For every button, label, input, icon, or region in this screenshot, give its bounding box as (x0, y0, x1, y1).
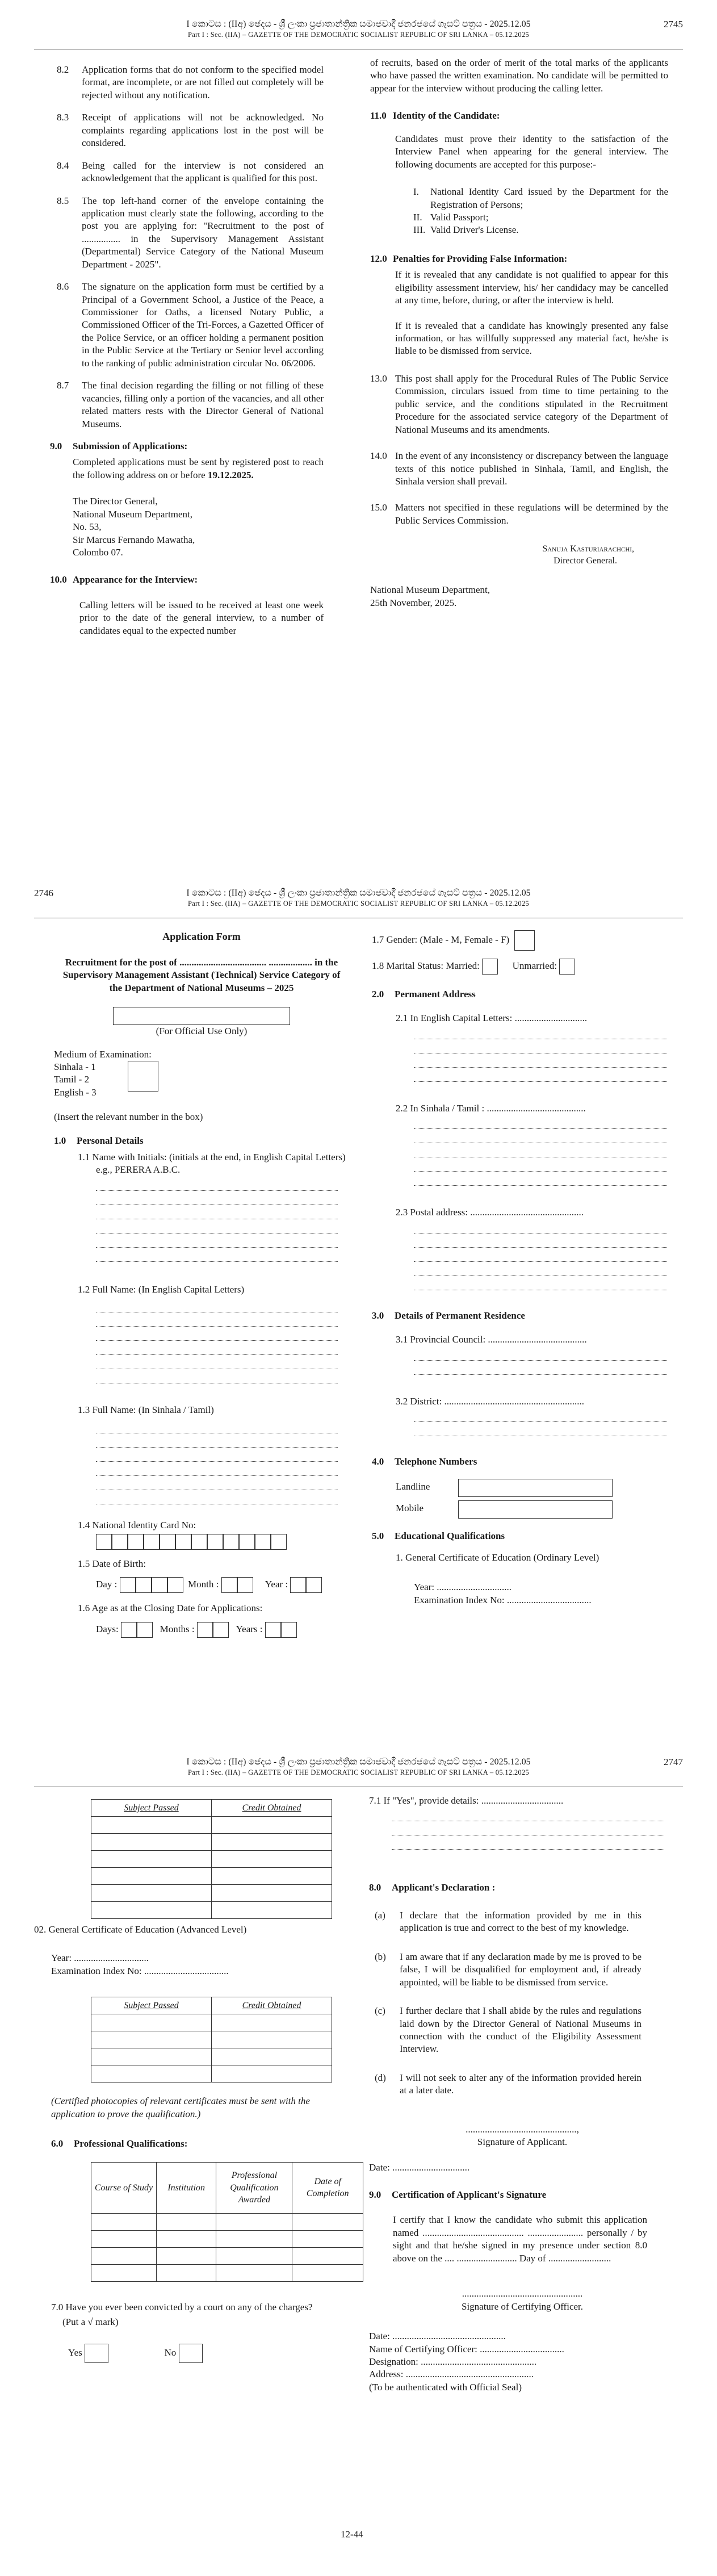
section-10-text: Calling letters will be issued to be received at least one week prior to the date of the general interview, to a number of candidates equal to the expected number (79, 599, 324, 636)
applicant-signature-line[interactable]: .............................................., (466, 2123, 579, 2135)
applicant-signature-label: Signature of Applicant. (477, 2136, 568, 2148)
section-3-heading: 3.0 Details of Permanent Residence (372, 1310, 525, 1321)
gazette-page-2745 (0, 0, 717, 852)
q-3-2: 3.2 District: .......................................................... (396, 1395, 584, 1407)
section-9-heading: 9.0 Certification of Applicant's Signature (369, 2189, 547, 2200)
header-english: Part I : Sec. (IIA) – GAZETTE OF THE DEMOCRATIC SOCIALIST REPUBLIC OF SRI LANKA – 05.12.2025 (187, 900, 530, 908)
section-10-continued: of recruits, based on the order of merit of the total marks of the applicants who have passed the written examination. No candidate will be permitted to appear for the interview without producing the calling letter. (370, 57, 668, 94)
insert-note: (Insert the relevant number in the box) (54, 1111, 203, 1122)
district-lines[interactable] (414, 1408, 678, 1436)
page-header (34, 17, 683, 49)
official-use-label: (For Official Use Only) (156, 1026, 248, 1037)
declaration-d: (d) I will not seek to alter any of the information provided herein at a later date. (375, 2072, 641, 2096)
signatory-name: Sanuja Kasturiarachchi, (542, 544, 634, 554)
clause-8-2: 8.2 Application forms that do not conform to the specified model format, are incomplete, or are not filled out completely will be rejected without any notification. (57, 64, 324, 101)
q-2-2: 2.2 In Sinhala / Tamil : ......................................... (396, 1102, 586, 1114)
form-left-column (54, 930, 349, 1638)
header-sinhala: I කොටස : (IIඅ) ඡෙදය - ශ්‍රී ලංකා ප්‍රජාතාන්ත්‍රික සමාජවාදී ජනරජයේ ගැසට් පත්‍රය - 2025.12.05 (186, 1757, 531, 1767)
unmarried-box[interactable] (559, 959, 575, 975)
clause-14: 14.0 In the event of any inconsistency or discrepancy between the language texts of this notice published in Sinhala, Tamil, and English, the Sinhala version shall prevail. (370, 450, 668, 487)
officer-address[interactable]: Address: ..................................................... (369, 2369, 534, 2380)
right-column (370, 57, 668, 609)
header-sinhala: I කොටස : (IIඅ) ඡෙදය - ශ්‍රී ලංකා ප්‍රජාතාන්ත්‍රික සමාජවාදී ජනරජයේ ගැසට් පත්‍රය - 2025.12.05 (186, 19, 531, 29)
clause-8-5: 8.5 The top left-hand corner of the envelope containing the application must clearly state the following, according to the post you are applying for: "Recruitment to the post of ................ in the Supervisory Management Assistant (Departmental) Service Category of the National Museum Department - 2025". (57, 195, 324, 270)
section-6-heading: 6.0 Professional Qualifications: (51, 2138, 188, 2150)
form-left-column (34, 1799, 349, 2363)
page-header (34, 1755, 683, 1787)
landline-row: Landline (396, 1479, 678, 1497)
q-5-1: 1. General Certificate of Education (Ordinary Level) (396, 1552, 599, 1563)
signatory-title: Director General. (554, 556, 617, 566)
certificate-note: (Certified photocopies of relevant certificates must be sent with the application to prove the qualification.) (51, 2096, 310, 2119)
address-sinhala-lines[interactable] (414, 1115, 678, 1186)
recruitment-title: Recruitment for the post of .................................... .................. in the Supervisory Management Assistant (Technical) Service Category of the Department of National Museums – 2025 (62, 956, 341, 993)
identity-documents-list (413, 186, 668, 237)
official-seal-note: (To be authenticated with Official Seal) (369, 2381, 522, 2393)
section-12-para-1: If it is revealed that any candidate is not qualified to appear for this eligibility assessment interview, his/ her candidacy may be cancelled at any time, before, during, or after the interview is held. (395, 269, 668, 306)
officer-signature-label: Signature of Certifying Officer. (461, 2301, 584, 2312)
clause-8-4: 8.4 Being called for the interview is not considered an acknowledgement that the applicant is qualified for this post. (57, 160, 324, 184)
section-5-heading: 5.0 Educational Qualifications (372, 1530, 505, 1541)
q-1-6: 1.6 Age as at the Closing Date for Applications: (78, 1603, 263, 1614)
nic-boxes[interactable] (96, 1534, 349, 1550)
al-title: 02. General Certificate of Education (Advanced Level) (34, 1924, 247, 1935)
clause-15: 15.0 Matters not specified in these regulations will be determined by the Public Services Commission. (370, 502, 668, 526)
q-1-2: 1.2 Full Name: (In English Capital Letters) (78, 1283, 245, 1295)
full-name-sinhala-lines[interactable] (96, 1419, 349, 1504)
al-results-table[interactable]: Subject Passed Credit Obtained (91, 1997, 332, 2082)
medium-options: Sinhala - 1 Tamil - 2 English - 3 (54, 1061, 349, 1104)
section-2-heading: 2.0 Permanent Address (372, 989, 476, 1000)
medium-label: Medium of Examination: (54, 1048, 152, 1060)
ol-index: Examination Index No: ................................... (414, 1594, 592, 1605)
signatory-block (370, 543, 668, 567)
provincial-council-lines[interactable] (414, 1346, 678, 1375)
document-item: III. Valid Driver's License. (413, 224, 519, 236)
conviction-details-lines[interactable] (392, 1807, 676, 1850)
age-fields[interactable]: Days: Months : Years : (96, 1622, 349, 1638)
q-1-5: 1.5 Date of Birth: (78, 1558, 146, 1569)
official-use-box (54, 1007, 349, 1025)
ol-year: Year: ............................... (414, 1582, 512, 1593)
form-title: Application Form (162, 931, 241, 942)
document-item: II. Valid Passport; (413, 211, 489, 223)
footer-code: 12-44 (341, 2529, 363, 2540)
yes-box[interactable] (85, 2344, 108, 2363)
officer-designation[interactable]: Designation: ................................................ (369, 2356, 537, 2367)
mobile-row: Mobile (396, 1500, 678, 1519)
name-initials-lines[interactable] (96, 1177, 349, 1262)
issue-place-date: National Museum Department, 25th November, 2025. (370, 584, 490, 608)
married-box[interactable] (482, 959, 498, 975)
declaration-c: (c) I further declare that I shall abide by the rules and regulations laid down by the Director General of National Museums in connection with the conduct of the Eligibility Assessment Interview. (375, 2005, 641, 2055)
header-english: Part I : Sec. (IIA) – GAZETTE OF THE DEMOCRATIC SOCIALIST REPUBLIC OF SRI LANKA – 05.12.2025 (187, 1768, 530, 1777)
clause-8-7: 8.7 The final decision regarding the filling or not filling of these vacancies, filling only a portion of the vacancies, and all other related matters rests with the Director General of National Museums. (57, 380, 324, 429)
mobile-input[interactable] (458, 1500, 613, 1519)
no-box[interactable] (179, 2344, 203, 2363)
gazette-page-2746 (0, 869, 717, 1721)
gender-box[interactable] (514, 930, 535, 951)
submission-address: The Director General, National Museum Department, No. 53, Sir Marcus Fernando Mawatha, Colombo 07. (73, 496, 195, 558)
clause-8-6: 8.6 The signature on the application form must be certified by a Principal of a Government School, a Justice of the Peace, a Commissioner for Oaths, a licensed Notary Public, a Commissioned Officer of the Tri-Forces, a Gazetted Officer of the Police Service, or an officer holding a permanent position in the Public Service at the Tertiary or Senior level according to the ranking of public administration circular No. 06/2006. (57, 281, 324, 369)
section-11-text: Candidates must prove their identity to the satisfaction of the Interview Panel when appearing for the general interview. The following documents are accepted for this purpose:- (395, 133, 668, 170)
professional-qualifications-table[interactable]: Course of Study Institution Professional Qualification Awarded Date of Completion (91, 2162, 363, 2282)
al-year: Year: ............................... (51, 1952, 149, 1964)
page-number: 2746 (34, 888, 53, 898)
medium-box[interactable] (128, 1061, 158, 1092)
section-12-heading: 12.0 Penalties for Providing False Information: (370, 253, 568, 264)
q-7-1: 7.1 If "Yes", provide details: .................................. (369, 1795, 564, 1806)
clause-8-3: 8.3 Receipt of applications will not be acknowledged. No complaints regarding applications lost in the post will be considered. (57, 112, 324, 149)
ol-results-table[interactable]: Subject Passed Credit Obtained (91, 1799, 332, 1919)
certification-text: I certify that I know the candidate who submit this application named .......................................... ....................... personally / by sight and that he/she signed in my presence under section 8.0 above on the .... ......................... Day of .......................... (393, 2214, 647, 2264)
q-2-3: 2.3 Postal address: ............................................... (396, 1207, 584, 1218)
declaration-b: (b) I am aware that if any declaration made by me is proved to be false, I will be disqualified for employment and, if already appointed, will be liable to be dismissed from service. (375, 1951, 641, 1988)
conviction-choice: Yes No (68, 2344, 346, 2363)
declaration-a: (a) I declare that the information provided by me in this application is true and correct to the best of my knowledge. (375, 1909, 641, 1934)
full-name-english-lines[interactable] (96, 1298, 349, 1383)
left-column (50, 64, 324, 645)
header-sinhala: I කොටස : (IIඅ) ඡෙදය - ශ්‍රී ලංකා ප්‍රජාතාන්ත්‍රික සමාජවාදී ජනරජයේ ගැසට් පත්‍රය - 2025.12.05 (186, 888, 531, 898)
page-number: 2747 (664, 1757, 683, 1767)
form-right-column (372, 930, 678, 1607)
postal-address-lines[interactable] (414, 1219, 678, 1290)
section-4-heading: 4.0 Telephone Numbers (372, 1456, 477, 1467)
section-8-heading: 8.0 Applicant's Declaration : (369, 1882, 496, 1893)
section-12-para-2: If it is revealed that a candidate has knowingly presented any false information, or has willfully suppressed any material fact, he/she is liable to be dismissed from service. (395, 320, 668, 357)
tick-note: (Put a √ mark) (62, 2316, 119, 2328)
section-11-heading: 11.0 Identity of the Candidate: (370, 110, 500, 122)
officer-name[interactable]: Name of Certifying Officer: ................................... (369, 2343, 564, 2355)
header-english: Part I : Sec. (IIA) – GAZETTE OF THE DEMOCRATIC SOCIALIST REPUBLIC OF SRI LANKA – 05.12.2025 (187, 31, 530, 39)
section-9-text: Completed applications must be sent by registered post to reach the following address on or before 19.12.2025. (73, 457, 324, 480)
page-header (34, 886, 683, 918)
gazette-page-2747 (0, 1738, 717, 2576)
q-1-3: 1.3 Full Name: (In Sinhala / Tamil) (78, 1404, 214, 1416)
declaration-date[interactable]: Date: ................................ (369, 2161, 470, 2173)
address-english-lines[interactable] (414, 1025, 678, 1082)
clause-13: 13.0 This post shall apply for the Procedural Rules of The Public Service Commission, circulars issued from time to time pertaining to the public service, and the conditions stipulated in the Recruitment Procedure for the associated service category of the Department of National Museums and its amendments. (370, 373, 668, 435)
q-2-1: 2.1 In English Capital Letters: .............................. (396, 1013, 588, 1024)
dob-fields[interactable]: Day : Month : Year : (96, 1577, 349, 1593)
section-10-heading: 10.0 Appearance for the Interview: (50, 574, 198, 586)
q-3-1: 3.1 Provincial Council: ......................................... (396, 1334, 587, 1345)
q-1-7: 1.7 Gender: (Male - M, Female - F) (372, 930, 678, 951)
page-number: 2745 (664, 19, 683, 30)
officer-date[interactable]: Date: ............................................... (369, 2331, 506, 2342)
q-1-4: 1.4 National Identity Card No: (78, 1519, 196, 1530)
document-item: I. National Identity Card issued by the Department for the Registration of Persons; (413, 186, 668, 210)
section-9-heading: 9.0 Submission of Applications: (50, 440, 188, 451)
form-right-column (369, 1795, 676, 2394)
officer-signature-line[interactable]: .................................................. (462, 2288, 583, 2299)
al-index: Examination Index No: ................................... (51, 1965, 229, 1976)
q-7-0: 7.0 Have you ever been convicted by a court on any of the charges? (51, 2301, 313, 2312)
landline-input[interactable] (458, 1479, 613, 1497)
officer-details (369, 2330, 676, 2394)
q-1-8: 1.8 Marital Status: Married: Unmarried: (372, 959, 678, 975)
q-1-1: 1.1 Name with Initials: (initials at the end, in English Capital Letters) e.g., PERERA A.B.C. (78, 1151, 346, 1176)
section-1-heading: 1.0 Personal Details (54, 1135, 144, 1147)
